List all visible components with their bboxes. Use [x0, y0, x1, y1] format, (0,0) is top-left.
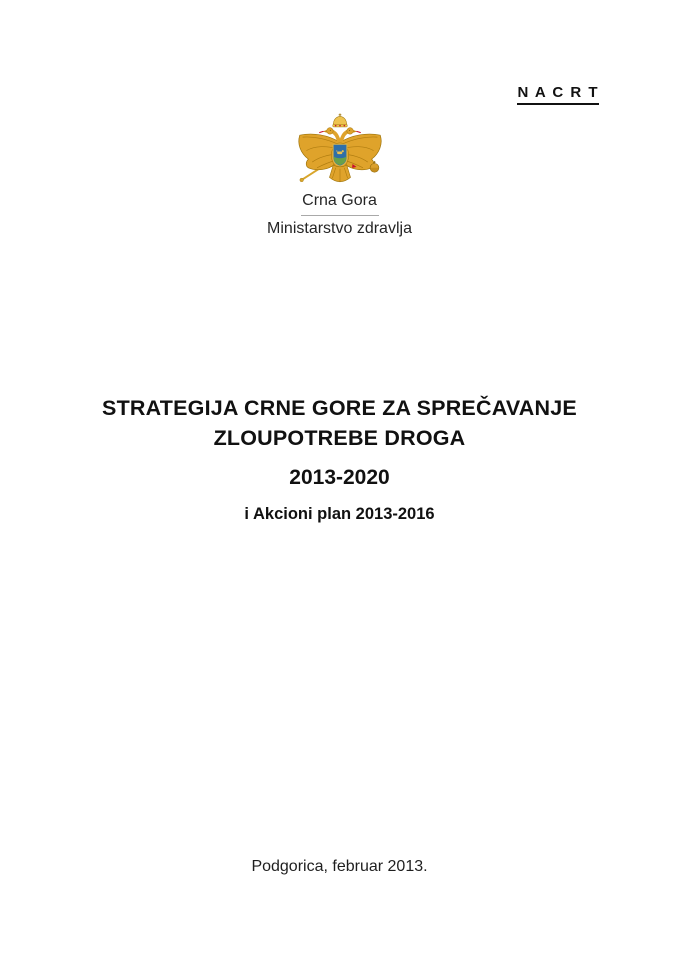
document-title-line-1: STRATEGIJA CRNE GORE ZA SPREČAVANJE [102, 396, 577, 420]
montenegro-coat-of-arms-icon [294, 112, 386, 191]
strategy-period: 2013-2020 [289, 466, 390, 489]
place-date: Podgorica, februar 2013. [251, 858, 428, 875]
ministry-header [0, 112, 679, 238]
document-title-line-2: ZLOUPOTREBE DROGA [213, 426, 466, 450]
title-block [0, 393, 679, 524]
ministry-name: Ministarstvo zdravlja [267, 220, 412, 237]
header-divider [301, 215, 379, 216]
action-plan-subtitle: i Akcioni plan 2013-2016 [244, 505, 435, 523]
country-name: Crna Gora [302, 192, 377, 209]
draft-label: N A C R T [517, 84, 599, 105]
